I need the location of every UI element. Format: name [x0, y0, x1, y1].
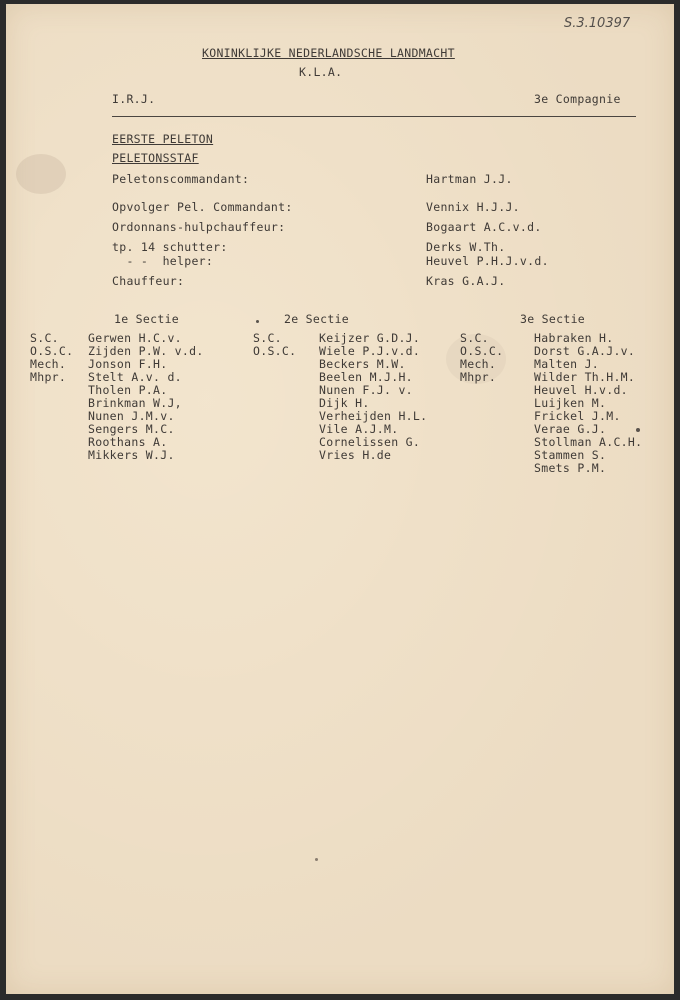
section-title: EERSTE PELETON: [112, 132, 214, 146]
member-name: Habraken H.: [534, 331, 614, 345]
member-name: Stollman A.C.H.: [534, 435, 643, 449]
organization-abbreviation: K.L.A.: [299, 65, 343, 79]
staff-name: Bogaart A.C.v.d.: [426, 220, 542, 234]
rank: O.S.C.: [460, 344, 504, 358]
member-name: Beelen M.J.H.: [319, 370, 413, 384]
member-name: Dijk H.: [319, 396, 370, 410]
member-name: Tholen P.A.: [88, 383, 168, 397]
member-name: Wiele P.J.v.d.: [319, 344, 421, 358]
archive-number: S.3.10397: [564, 16, 631, 31]
rank: S.C.: [30, 331, 59, 345]
staff-name: Derks W.Th.: [426, 240, 506, 254]
organization-title: KONINKLIJKE NEDERLANDSCHE LANDMACHT: [202, 46, 455, 60]
member-name: Luijken M.: [534, 396, 607, 410]
member-name: Cornelissen G.: [319, 435, 421, 449]
member-name: Vries H.de: [319, 448, 392, 462]
staff-role: tp. 14 schutter:: [112, 240, 228, 254]
rank: Mech.: [30, 357, 67, 371]
member-name: Keijzer G.D.J.: [319, 331, 421, 345]
member-name: Mikkers W.J.: [88, 448, 175, 462]
rank: Mhpr.: [460, 370, 497, 384]
member-name: Heuvel H.v.d.: [534, 383, 628, 397]
member-name: Vile A.J.M.: [319, 422, 399, 436]
staff-role: Peletonscommandant:: [112, 172, 250, 186]
rank: O.S.C.: [253, 344, 297, 358]
staff-role: Ordonnans-hulpchauffeur:: [112, 220, 286, 234]
staff-role: Opvolger Pel. Commandant:: [112, 200, 293, 214]
document-page: [6, 4, 674, 994]
staff-title: PELETONSSTAF: [112, 151, 199, 165]
staff-name: Vennix H.J.J.: [426, 200, 520, 214]
member-name: Jonson F.H.: [88, 357, 168, 371]
rank: Mhpr.: [30, 370, 67, 384]
member-name: Nunen F.J. v.: [319, 383, 413, 397]
member-name: Brinkman W.J,: [88, 396, 182, 410]
header-rule: [112, 116, 636, 117]
member-name: Stammen S.: [534, 448, 607, 462]
ink-dot: [636, 428, 640, 432]
rank: O.S.C.: [30, 344, 74, 358]
staff-name: Hartman J.J.: [426, 172, 513, 186]
section-title: 1e Sectie: [114, 312, 180, 326]
ink-dot: [256, 320, 259, 323]
section-title: 2e Sectie: [284, 312, 350, 326]
member-name: Wilder Th.H.M.: [534, 370, 636, 384]
member-name: Gerwen H.C.v.: [88, 331, 182, 345]
member-name: Stelt A.v. d.: [88, 370, 182, 384]
unit-left: I.R.J.: [112, 92, 156, 106]
member-name: Malten J.: [534, 357, 600, 371]
unit-right: 3e Compagnie: [534, 92, 621, 106]
member-name: Dorst G.A.J.v.: [534, 344, 636, 358]
staff-name: Kras G.A.J.: [426, 274, 506, 288]
section-title: 3e Sectie: [520, 312, 586, 326]
member-name: Nunen J.M.v.: [88, 409, 175, 423]
rank: Mech.: [460, 357, 497, 371]
ink-dot: [315, 858, 318, 861]
staff-role: - - helper:: [112, 254, 214, 268]
member-name: Verheijden H.L.: [319, 409, 428, 423]
member-name: Verae G.J.: [534, 422, 607, 436]
rank: S.C.: [253, 331, 282, 345]
rank: S.C.: [460, 331, 489, 345]
member-name: Sengers M.C.: [88, 422, 175, 436]
member-name: Zijden P.W. v.d.: [88, 344, 204, 358]
member-name: Roothans A.: [88, 435, 168, 449]
staff-name: Heuvel P.H.J.v.d.: [426, 254, 549, 268]
member-name: Beckers M.W.: [319, 357, 406, 371]
member-name: Smets P.M.: [534, 461, 607, 475]
staff-role: Chauffeur:: [112, 274, 185, 288]
member-name: Frickel J.M.: [534, 409, 621, 423]
stain: [16, 154, 66, 194]
